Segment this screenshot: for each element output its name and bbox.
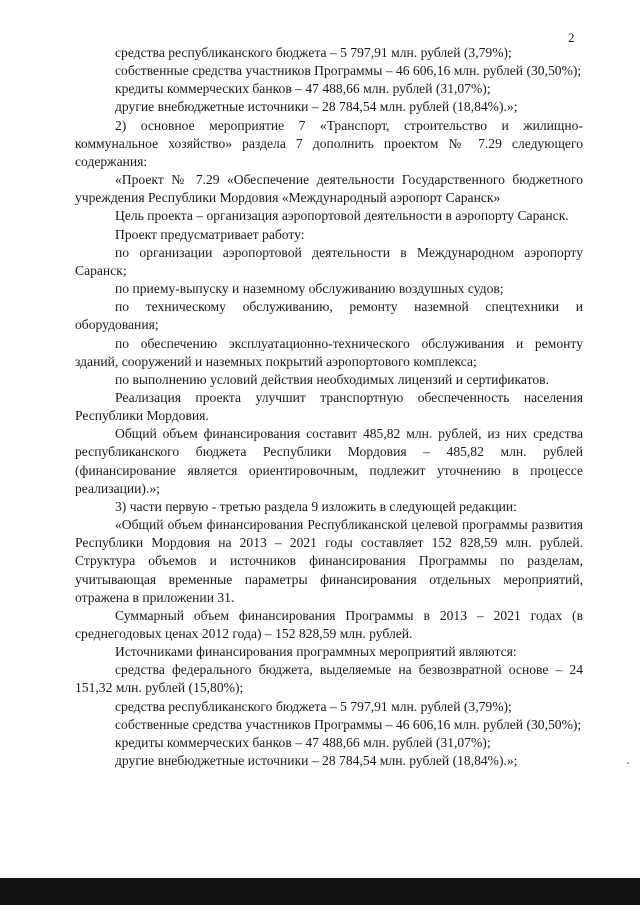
paragraph: «Общий объем финансирования Республиканской целевой программы развития Республики Мордовия на 2013 – 2021 годы составляет 152 828,59 млн. рублей. Структура объемов и источников финансирования Программы по разделам, учитывающая временные параметры финансирования отдельных мероприятий, отражена в приложении 31.	[75, 517, 583, 605]
document-body	[75, 44, 583, 770]
paragraph: Общий объем финансирования составит 485,82 млн. рублей, из них средства республиканского бюджета Республики Мордовия – 485,82 млн. рублей (финансирование является ориентировочным, подлежит уточнению в процессе реализации).»;	[75, 426, 583, 496]
paragraph: «Проект № 7.29 «Обеспечение деятельности Государственного бюджетного учреждения Республики Мордовия «Международный аэропорт Саранск»	[75, 172, 583, 206]
paragraph: собственные средства участников Программы – 46 606,16 млн. рублей (30,50%);	[115, 63, 582, 79]
paragraph: по техническому обслуживанию, ремонту наземной спецтехники и оборудования;	[75, 299, 583, 333]
paragraph: Цель проекта – организация аэропортовой деятельности в аэропорту Саранск.	[115, 208, 569, 224]
scan-bottom-edge	[0, 878, 640, 905]
page-number: 2	[568, 30, 575, 45]
paragraph: другие внебюджетные источники – 28 784,54 млн. рублей (18,84%).»;	[115, 99, 518, 115]
paragraph: Реализация проекта улучшит транспортную обеспеченность населения Республики Мордовия.	[75, 389, 583, 424]
paragraph: другие внебюджетные источники – 28 784,54 млн. рублей (18,84%).»;	[115, 753, 518, 769]
paragraph: по обеспечению эксплуатационно-технического обслуживания и ремонту зданий, сооружений и наземных покрытий аэропортового комплекса;	[75, 335, 583, 369]
paragraph: собственные средства участников Программы – 46 606,16 млн. рублей (30,50%);	[115, 716, 582, 732]
paragraph: по приему-выпуску и наземному обслуживанию воздушных судов;	[115, 281, 504, 297]
paragraph: средства республиканского бюджета – 5 797,91 млн. рублей (3,79%);	[115, 698, 512, 714]
paragraph: средства федерального бюджета, выделяемые на безвозвратной основе – 24 151,32 млн. рублей (15,80%);	[75, 662, 583, 696]
paragraph: Проект предусматривает работу:	[115, 226, 305, 242]
paragraph: кредиты коммерческих банков – 47 488,66 млн. рублей (31,07%);	[115, 81, 491, 97]
paragraph: средства республиканского бюджета – 5 797,91 млн. рублей (3,79%);	[115, 45, 512, 60]
paragraph: по выполнению условий действия необходимых лицензий и сертификатов.	[115, 371, 549, 387]
paragraph: 3) части первую - третью раздела 9 изложить в следующей редакции:	[115, 498, 517, 514]
paragraph: 2) основное мероприятие 7 «Транспорт, строительство и жилищно-коммунальное хозяйство» раздела 7 дополнить проектом № 7.29 следующего содержания:	[75, 117, 583, 169]
paragraph: Суммарный объем финансирования Программы в 2013 – 2021 годах (в среднегодовых ценах 2012 года) – 152 828,59 млн. рублей.	[75, 607, 583, 641]
paragraph: Источниками финансирования программных мероприятий являются:	[115, 644, 517, 660]
paragraph: кредиты коммерческих банков – 47 488,66 млн. рублей (31,07%);	[115, 734, 491, 750]
scan-speck	[627, 762, 629, 764]
paragraph: по организации аэропортовой деятельности в Международном аэропорту Саранск;	[75, 244, 583, 278]
